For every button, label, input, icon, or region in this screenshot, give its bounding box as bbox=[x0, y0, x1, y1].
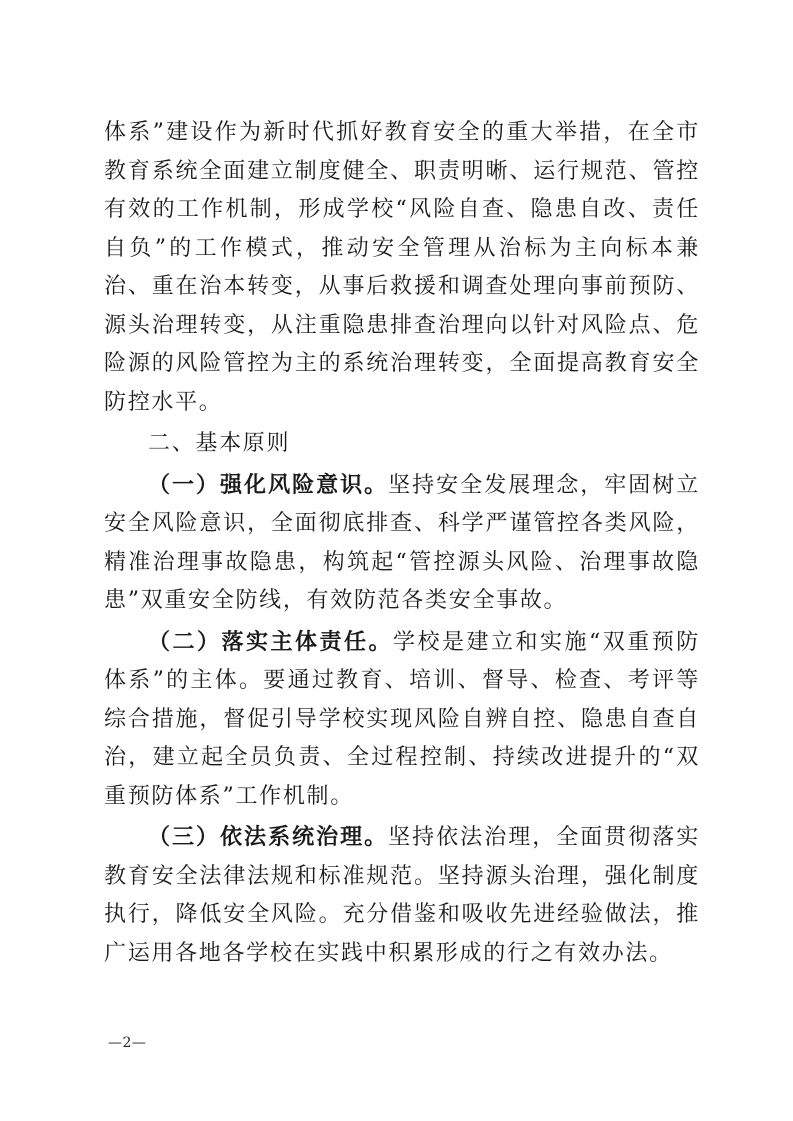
document-body bbox=[104, 114, 700, 973]
principle-title-3: （三）依法系统治理。 bbox=[148, 825, 389, 850]
principle-body-1: 坚持安全发展理念，牢固树立安全风险意识，全面彻底排查、科学严谨管控各类风险，精准治理事故隐患，构筑起“管控源头风险、治理事故隐患”双重安全防线，有效防范各类安全事故。 bbox=[104, 472, 700, 613]
principle-body-2: 学校是建立和实施“双重预防体系”的主体。要通过教育、培训、督导、检查、考评等综合措施，督促引导学校实现风险自辨自控、隐患自查自治，建立起全员负责、全过程控制、持续改进提升的“双重预防体系”工作机制。 bbox=[104, 629, 700, 809]
principle-paragraph-3 bbox=[104, 819, 700, 973]
page-number: —2— bbox=[108, 1035, 147, 1051]
intro-paragraph: 体系”建设作为新时代抓好教育安全的重大举措，在全市教育系统全面建立制度健全、职责明晰、运行规范、管控有效的工作机制，形成学校“风险自查、隐患自改、责任自负”的工作模式，推动安全管理从治标为主向标本兼治、重在治本转变，从事后救援和调查处理向事前预防、源头治理转变，从注重隐患排查治理向以针对风险点、危险源的风险管控为主的系统治理转变，全面提高教育安全防控水平。 bbox=[104, 120, 700, 415]
principle-body-3: 坚持依法治理，全面贯彻落实教育安全法律法规和标准规范。坚持源头治理，强化制度执行，降低安全风险。充分借鉴和吸收先进经验做法，推广运用各地各学校在实践中积累形成的行之有效办法。 bbox=[104, 825, 700, 966]
principle-paragraph-2 bbox=[104, 624, 700, 817]
principle-paragraph-1 bbox=[104, 467, 700, 621]
principle-title-2: （二）落实主体责任。 bbox=[148, 629, 394, 655]
section-heading: 二、基本原则 bbox=[148, 431, 291, 456]
principle-title-1: （一）强化风险意识。 bbox=[148, 472, 389, 498]
